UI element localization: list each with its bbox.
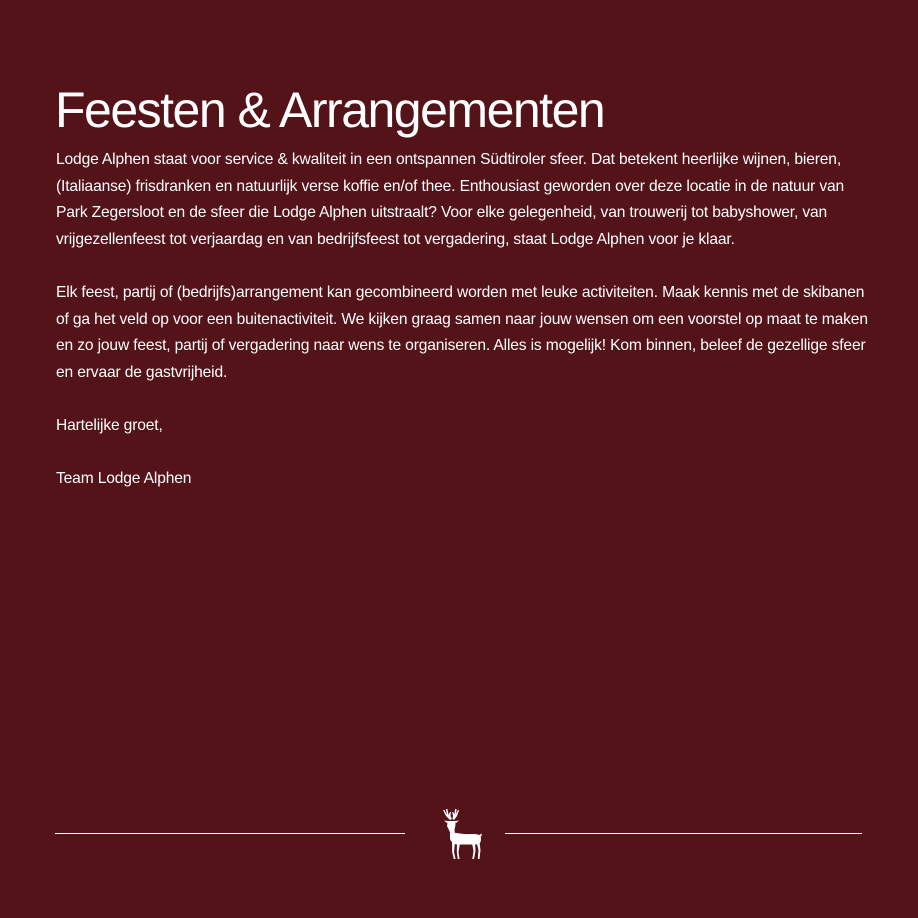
activities-paragraph: Elk feest, partij of (bedrijfs)arrangement kan gecombineerd worden met leuke activiteiten. Maak kennis met de skibanen of ga het veld op voor een buitenactiviteit. We kijken graag samen naar jouw wensen om een voorstel op maat te maken en zo jouw feest, partij of vergadering naar wens te organiseren. Alles is mogelijk! Kom binnen, beleef de gezellige sfeer en ervaar de gastvrijheid.	[56, 283, 868, 381]
footer-divider	[0, 800, 918, 870]
divider-line-right	[505, 833, 862, 834]
body-text	[56, 147, 871, 519]
signature: Team Lodge Alphen	[56, 470, 192, 488]
greeting: Hartelijke groet,	[56, 416, 163, 434]
page-title: Feesten & Arrangementen	[55, 82, 605, 138]
intro-paragraph: Lodge Alphen staat voor service & kwaliteit in een ontspannen Südtiroler sfeer. Dat betekent heerlijke wijnen, bieren, (Italiaanse) frisdranken en natuurlijk verse koffie en/of thee. Enthousiast geworden over deze locatie in de natuur van Park Zegersloot en de sfeer die Lodge Alphen uitstraalt? Voor elke gelegenheid, van trouwerij tot babyshower, van vrijgezellenfeest tot verjaardag en van bedrijfsfeest tot vergadering, staat Lodge Alphen voor je klaar.	[56, 151, 845, 248]
divider-line-left	[55, 833, 405, 834]
deer-icon	[428, 806, 486, 862]
